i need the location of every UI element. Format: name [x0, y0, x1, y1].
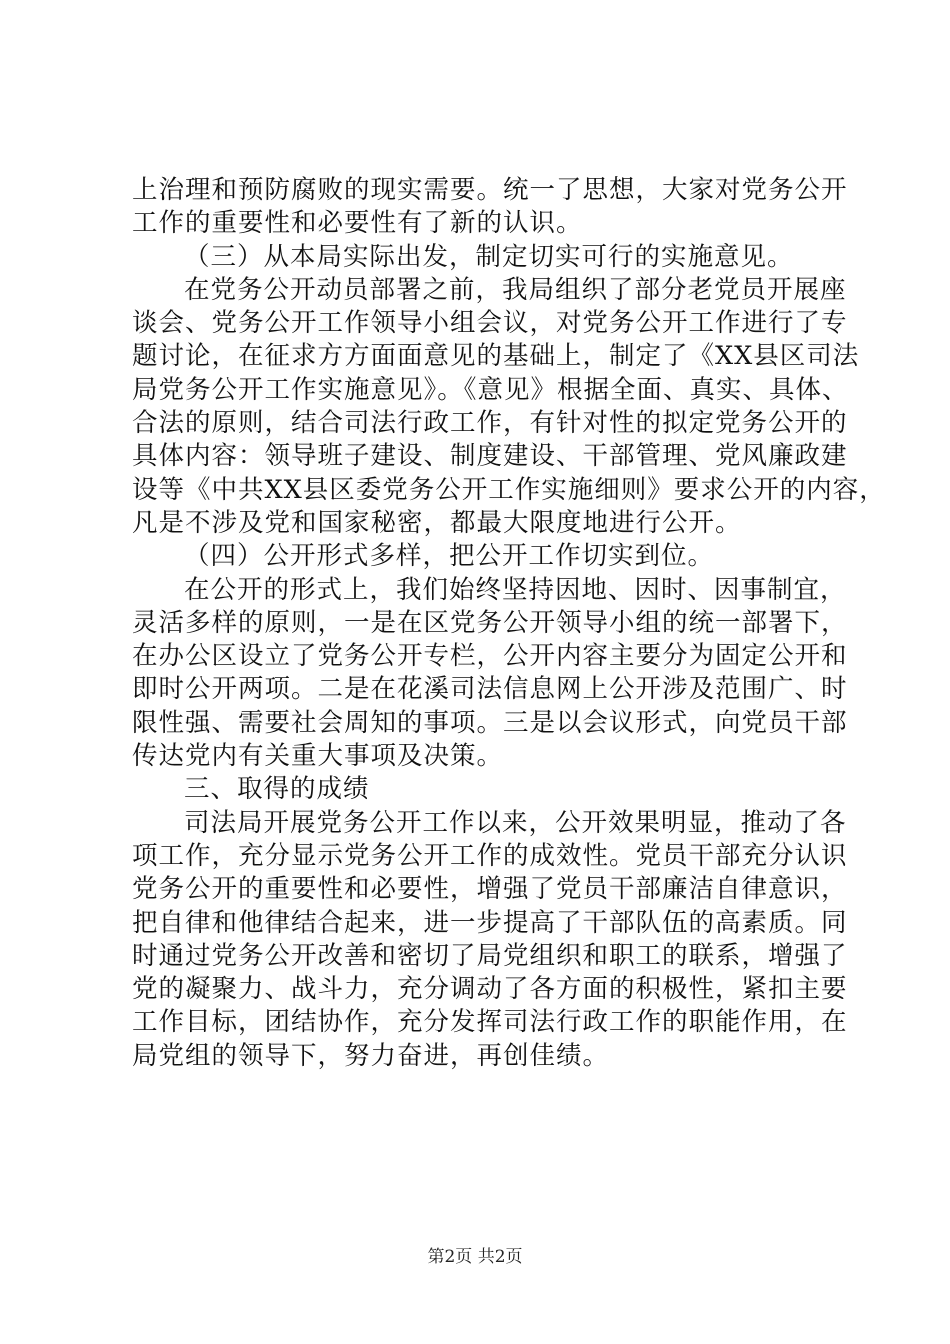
text-line: 在党务公开动员部署之前，我局组织了部分老党员开展座	[184, 274, 847, 305]
section-heading: （四）公开形式多样，把公开工作切实到位。	[184, 541, 715, 572]
page-number-footer: 第2页 共2页	[427, 1247, 523, 1267]
text-line: 工作的重要性和必要性有了新的认识。	[132, 208, 583, 239]
text-line: 把自律和他律结合起来，进一步提高了干部队伍的高素质。同	[132, 907, 848, 938]
text-line: 灵活多样的原则，一是在区党务公开领导小组的统一部署下，	[132, 607, 848, 638]
text-line: 党务公开的重要性和必要性，增强了党员干部廉洁自律意识，	[132, 874, 848, 905]
text-line: 司法局开展党务公开工作以来，公开效果明显，推动了各	[184, 807, 847, 838]
document-body	[132, 174, 886, 1073]
text-line: 即时公开两项。二是在花溪司法信息网上公开涉及范围广、时	[132, 674, 848, 705]
text-line: 党的凝聚力、战斗力，充分调动了各方面的积极性，紧扣主要	[132, 974, 848, 1005]
text-line: 局党组的领导下，努力奋进，再创佳绩。	[132, 1040, 610, 1071]
text-line: 题讨论，在征求方方面面意见的基础上，制定了《XX县区司法	[132, 341, 860, 372]
text-line: 谈会、党务公开工作领导小组会议，对党务公开工作进行了专	[132, 308, 848, 339]
text-line: 凡是不涉及党和国家秘密，都最大限度地进行公开。	[132, 507, 742, 538]
section-heading: 三、取得的成绩	[184, 774, 370, 805]
text-line: 时通过党务公开改善和密切了局党组织和职工的联系，增强了	[132, 940, 848, 971]
text-line: 在公开的形式上，我们始终坚持因地、因时、因事制宜，	[184, 574, 847, 605]
text-line: 具体内容：领导班子建设、制度建设、干部管理、党风廉政建	[132, 441, 848, 472]
section-heading: （三）从本局实际出发，制定切实可行的实施意见。	[184, 241, 794, 272]
text-line: 传达党内有关重大事项及决策。	[132, 741, 504, 772]
text-line: 限性强、需要社会周知的事项。三是以会议形式，向党员干部	[132, 707, 848, 738]
text-line: 合法的原则，结合司法行政工作，有针对性的拟定党务公开的	[132, 408, 848, 439]
text-line: 局党务公开工作实施意见》。《意见》根据全面、真实、具体、	[132, 374, 849, 405]
text-line: 工作目标，团结协作，充分发挥司法行政工作的职能作用，在	[132, 1007, 848, 1038]
text-line: 设等《中共XX县区委党务公开工作实施细则》要求公开的内容，	[132, 474, 886, 505]
text-line: 在办公区设立了党务公开专栏，公开内容主要分为固定公开和	[132, 641, 848, 672]
text-line: 上治理和预防腐败的现实需要。统一了思想，大家对党务公开	[132, 175, 848, 205]
text-line: 项工作，充分显示党务公开工作的成效性。党员干部充分认识	[132, 840, 848, 871]
